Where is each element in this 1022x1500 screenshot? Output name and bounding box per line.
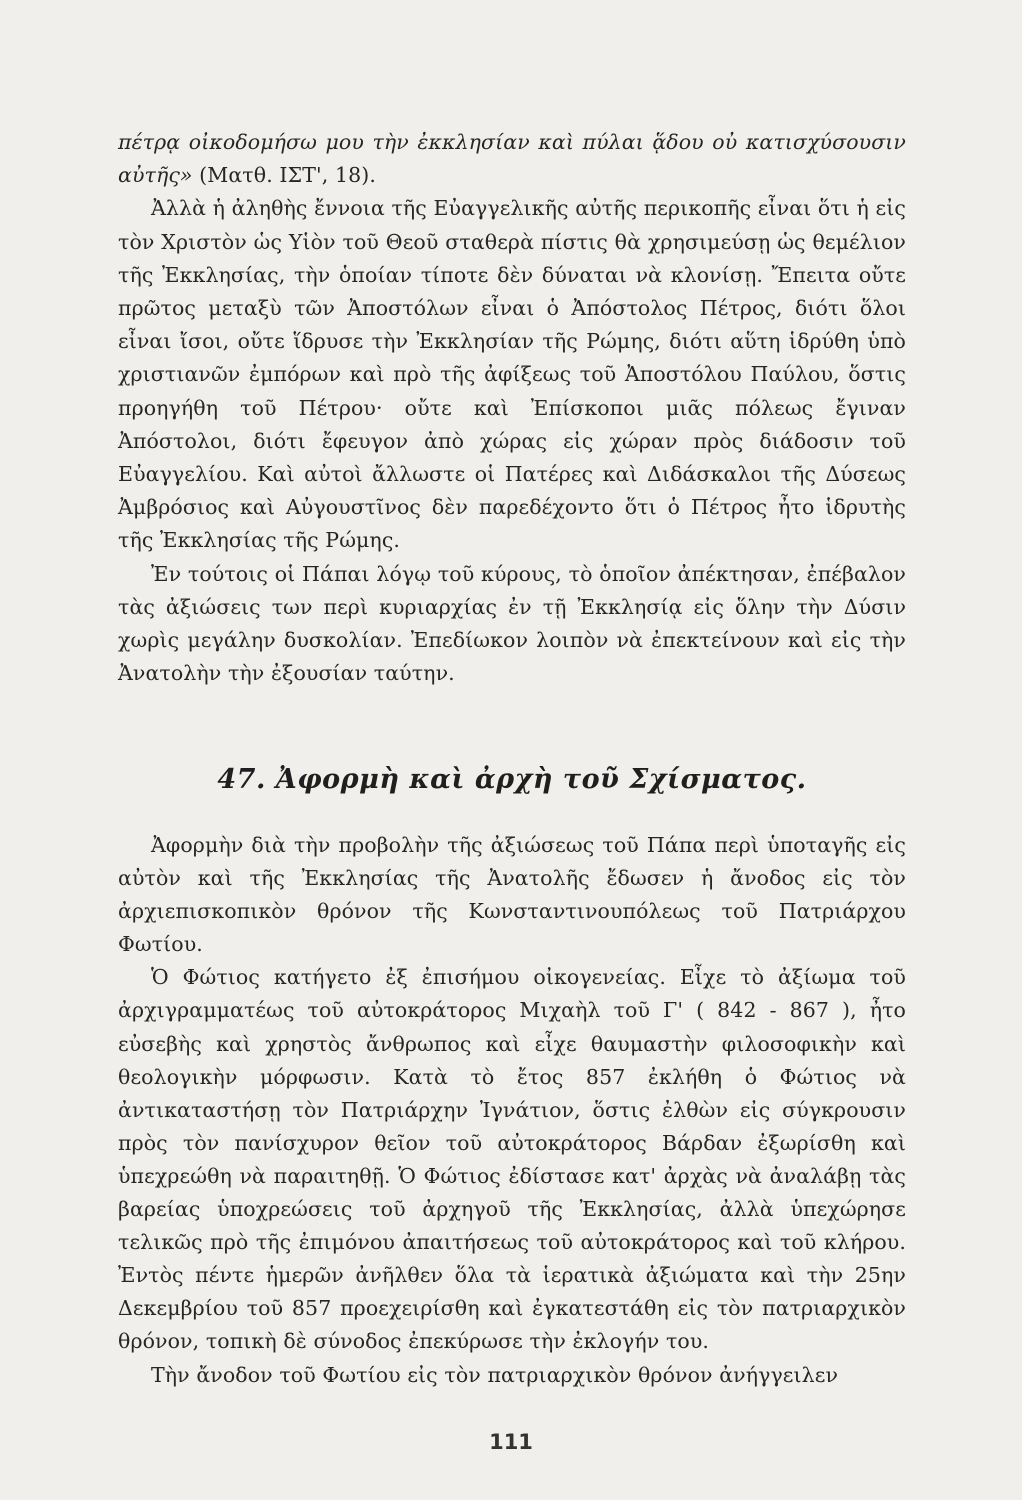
- text-section-bottom: [118, 829, 906, 1392]
- paragraph: Ἐν τούτοις οἱ Πάπαι λόγῳ τοῦ κύρους, τὸ ὁποῖον ἀπέκτησαν, ἐπέβαλον τὰς ἀξιώσεις των περὶ κυριαρχίας ἐν τῇ Ἐκκλησίᾳ εἰς ὅλην τὴν Δύσιν χωρὶς μεγάλην δυσκολίαν. Ἐπεδίωκον λοιπὸν νὰ ἐπεκτείνουν καὶ εἰς τὴν Ἀνατολὴν τὴν ἐξουσίαν ταύτην.: [118, 561, 906, 686]
- page-number: 111: [489, 1430, 533, 1454]
- paragraph: Ἀλλὰ ἡ ἀληθὴς ἔννοια τῆς Εὐαγγελικῆς αὐτῆς περικοπῆς εἶναι ὅτι ἡ εἰς τὸν Χριστὸν ὡς Υἱὸν τοῦ Θεοῦ σταθερὰ πίστις θὰ χρησιμεύσῃ ὡς θεμέλιον τῆς Ἐκκλησίας, τὴν ὁποίαν τίποτε δὲν δύναται νὰ κλονίσῃ. Ἔπειτα οὔτε πρῶτος μεταξὺ τῶν Ἀποστόλων εἶναι ὁ Ἀπόστολος Πέτρος, διότι ὅλοι εἶναι ἴσοι, οὔτε ἵδρυσε τὴν Ἐκκλησίαν τῆς Ρώμης, διότι αὕτη ἱδρύθη ὑπὸ χριστιανῶν ἐμπόρων καὶ πρὸ τῆς ἀφίξεως τοῦ Ἀποστόλου Παύλου, ὅστις προηγήθη τοῦ Πέτρου· οὔτε καὶ Ἐπίσκοποι μιᾶς πόλεως ἔγιναν Ἀπόστολοι, διότι ἔφευγον ἀπὸ χώρας εἰς χώραν πρὸς διάδοσιν τοῦ Εὐαγγελίου. Καὶ αὐτοὶ ἄλλωστε οἱ Πατέρες καὶ Διδάσκαλοι τῆς Δύσεως Ἀμβρόσιος καὶ Αὐγουστῖνος δὲν παρεδέχοντο ὅτι ὁ Πέτρος ἦτο ἱδρυτὴς τῆς Ἐκκλησίας τῆς Ρώμης.: [118, 196, 906, 553]
- gospel-quote: πέτρᾳ οἰκοδομήσω μου τὴν ἐκκλησίαν καὶ πύλαι ᾅδου οὐ κατισχύσουσιν αὐτῆς»: [118, 130, 906, 188]
- paragraph: Τὴν ἄνοδον τοῦ Φωτίου εἰς τὸν πατριαρχικὸν θρόνον ἀνήγγειλεν: [151, 1362, 839, 1387]
- text-section-top: [118, 126, 906, 690]
- quote-paragraph: [118, 126, 906, 192]
- quote-reference: (Ματθ. ΙΣΤ', 18).: [192, 163, 376, 188]
- section-heading: 47. Ἀφορμὴ καὶ ἀρχὴ τοῦ Σχίσματος.: [217, 764, 807, 795]
- paragraph: Ἀφορμὴν διὰ τὴν προβολὴν τῆς ἀξιώσεως τοῦ Πάπα περὶ ὑποταγῆς εἰς αὐτὸν καὶ τῆς Ἐκκλησίας τῆς Ἀνατολῆς ἔδωσεν ἡ ἄνοδος εἰς τὸν ἀρχιεπισκοπικὸν θρόνον τῆς Κωνσταντινουπόλεως τοῦ Πατριάρχου Φωτίου.: [118, 833, 906, 957]
- paragraph: Ὁ Φώτιος κατήγετο ἐξ ἐπισήμου οἰκογενείας. Εἶχε τὸ ἀξίωμα τοῦ ἀρχιγραμματέως τοῦ αὐτοκράτορος Μιχαὴλ τοῦ Γ' ( 842 - 867 ), ἦτο εὐσεβὴς καὶ χρηστὸς ἄνθρωπος καὶ εἶχε θαυμαστὴν φιλοσοφικὴν καὶ θεολογικὴν μόρφωσιν. Κατὰ τὸ ἔτος 857 ἐκλήθη ὁ Φώτιος νὰ ἀντικαταστήσῃ τὸν Πατριάρχην Ἰγνάτιον, ὅστις ἐλθὼν εἰς σύγκρουσιν πρὸς τὸν πανίσχυρον θεῖον τοῦ αὐτοκράτορος Βάρδαν ἐξωρίσθη καὶ ὑπεχρεώθη νὰ παραιτηθῇ. Ὁ Φώτιος ἐδίστασε κατ' ἀρχὰς νὰ ἀναλάβῃ τὰς βαρείας ὑποχρεώσεις τοῦ ἀρχηγοῦ τῆς Ἐκκλησίας, ἀλλὰ ὑπεχώρησε τελικῶς πρὸ τῆς ἐπιμόνου ἀπαιτήσεως τοῦ αὐτοκράτορος καὶ τοῦ κλήρου. Ἐντὸς πέντε ἡμερῶν ἀνῆλθεν ὅλα τὰ ἱερατικὰ ἀξιώματα καὶ τὴν 25ην Δεκεμβρίου τοῦ 857 προεχειρίσθη καὶ ἐγκατεστάθη εἰς τὸν πατριαρχικὸν θρόνον, τοπικὴ δὲ σύνοδος ἐπεκύρωσε τὴν ἐκλογήν του.: [118, 965, 906, 1354]
